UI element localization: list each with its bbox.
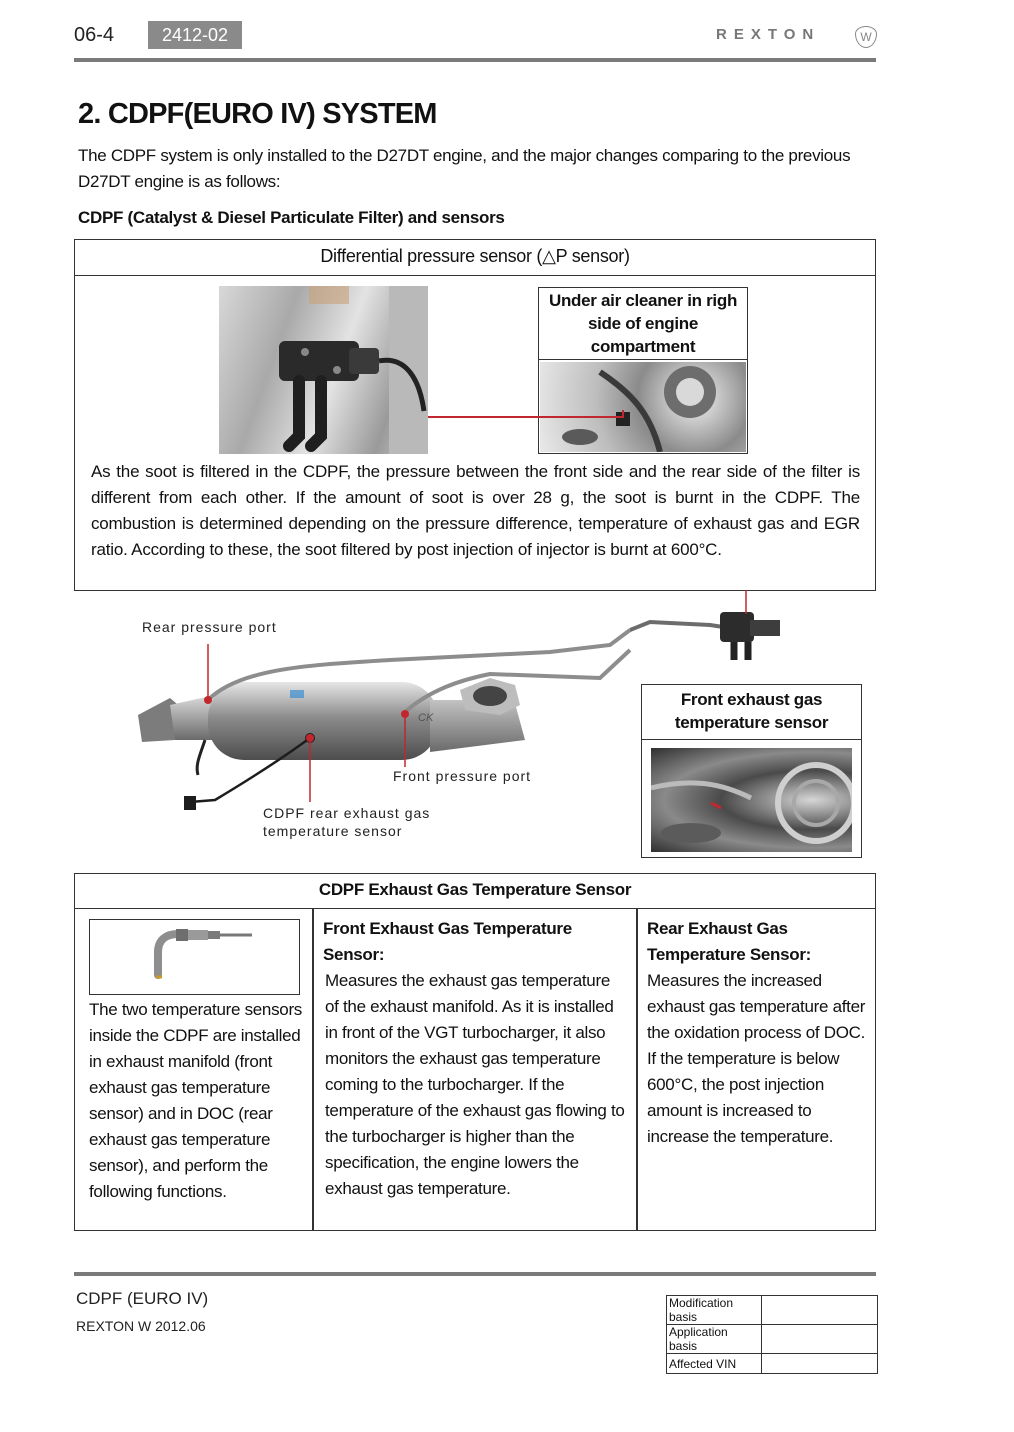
dp-sensor-photo — [219, 286, 428, 454]
footer-rule — [74, 1272, 876, 1276]
revision-value — [762, 1354, 878, 1374]
rear-temp-sensor-label-line1: CDPF rear exhaust gas — [263, 805, 431, 821]
dp-sensor-illustration — [219, 286, 428, 454]
front-temp-heading-line2: Sensor: — [323, 945, 385, 964]
temp-table-intro-cell: The two temperature sensors inside the CDPF are installed in exhaust manifold (front exhaust gas temperature sensor) and in DOC (rear exhaust gas temperature sensor), and perform the following functions. — [89, 1000, 302, 1201]
page-number: 06-4 — [74, 24, 115, 46]
rear-pressure-port-label: Rear pressure port — [142, 619, 277, 635]
dp-sensor-heading: Differential pressure sensor (△P sensor) — [74, 239, 876, 276]
revision-row — [667, 1325, 878, 1354]
front-temp-sensor-label: Front exhaust gas temperature sensor — [641, 684, 862, 740]
header-rule — [74, 58, 876, 62]
part-marking: CK — [418, 712, 434, 724]
revision-label: Affected VIN — [667, 1354, 762, 1374]
footer-section-name: CDPF (EURO IV) — [76, 1289, 209, 1308]
location-label: Under air cleaner in righ side of engine compartment — [538, 287, 748, 360]
front-pressure-port-label: Front pressure port — [393, 768, 532, 784]
brand-logo-text: REXTON — [716, 26, 821, 43]
temp-sensor-image-box — [89, 919, 300, 995]
engine-bay-illustration — [540, 362, 746, 452]
location-photo — [540, 362, 746, 452]
doc-code-badge: 2412-02 — [148, 21, 242, 49]
front-temp-description: Measures the exhaust gas temperature of the exhaust manifold. As it is installed in front of the VGT turbocharger, it also monitors the exhaust gas temperature coming to the turbocharger. If the temperature of the exhaust gas flowing to the turbocharger is higher than the specification, the engine lowers the exhaust gas temperature. — [325, 971, 625, 1198]
table-divider-2 — [636, 908, 638, 1231]
temp-table-heading: CDPF Exhaust Gas Temperature Sensor — [74, 873, 876, 909]
subheading: CDPF (Catalyst & Diesel Particulate Filter) and sensors — [78, 208, 505, 227]
exhaust-manifold-illustration — [651, 748, 852, 852]
connector-line — [428, 416, 624, 418]
intro-paragraph: The CDPF system is only installed to the D27DT engine, and the major changes comparing to the previous D27DT engine is as follows: — [78, 146, 851, 191]
revision-row — [667, 1354, 878, 1374]
rear-temp-sensor-label-line2: temperature sensor — [263, 823, 403, 839]
revision-row — [667, 1296, 878, 1325]
dp-sensor-description: As the soot is filtered in the CDPF, the pressure between the front side and the rear side of the filter is different from each other. If the amount of soot is over 28 g, the soot is burnt in the CDPF. The combustion is determined depending on the pressure difference, temperature of exhaust gas and EGR ratio. According to these, the soot filtered by post injection of injector is burnt at 600°C. — [91, 462, 860, 559]
revision-label: Modification basis — [667, 1296, 762, 1325]
brand-emblem-icon: W — [855, 26, 877, 48]
front-temp-heading-line1: Front Exhaust Gas Temperature — [323, 919, 572, 938]
rear-temp-description: Measures the increased exhaust gas temperature after the oxidation process of DOC. If the temperature is below 600°C, the post injection amount is increased to increase the temperature. — [647, 971, 866, 1146]
revision-label: Application basis — [667, 1325, 762, 1354]
connector-line-end — [622, 410, 624, 418]
footer-model-date: REXTON W 2012.06 — [76, 1318, 206, 1334]
table-divider-1 — [312, 908, 314, 1231]
revision-value — [762, 1296, 878, 1325]
revision-value — [762, 1325, 878, 1354]
temp-sensor-probe-illustration — [90, 920, 298, 993]
revision-table — [666, 1295, 878, 1374]
front-temp-sensor-photo — [651, 748, 852, 852]
rear-temp-heading: Rear Exhaust Gas Temperature Sensor: — [647, 919, 812, 964]
section-title: 2. CDPF(EURO IV) SYSTEM — [78, 98, 437, 130]
